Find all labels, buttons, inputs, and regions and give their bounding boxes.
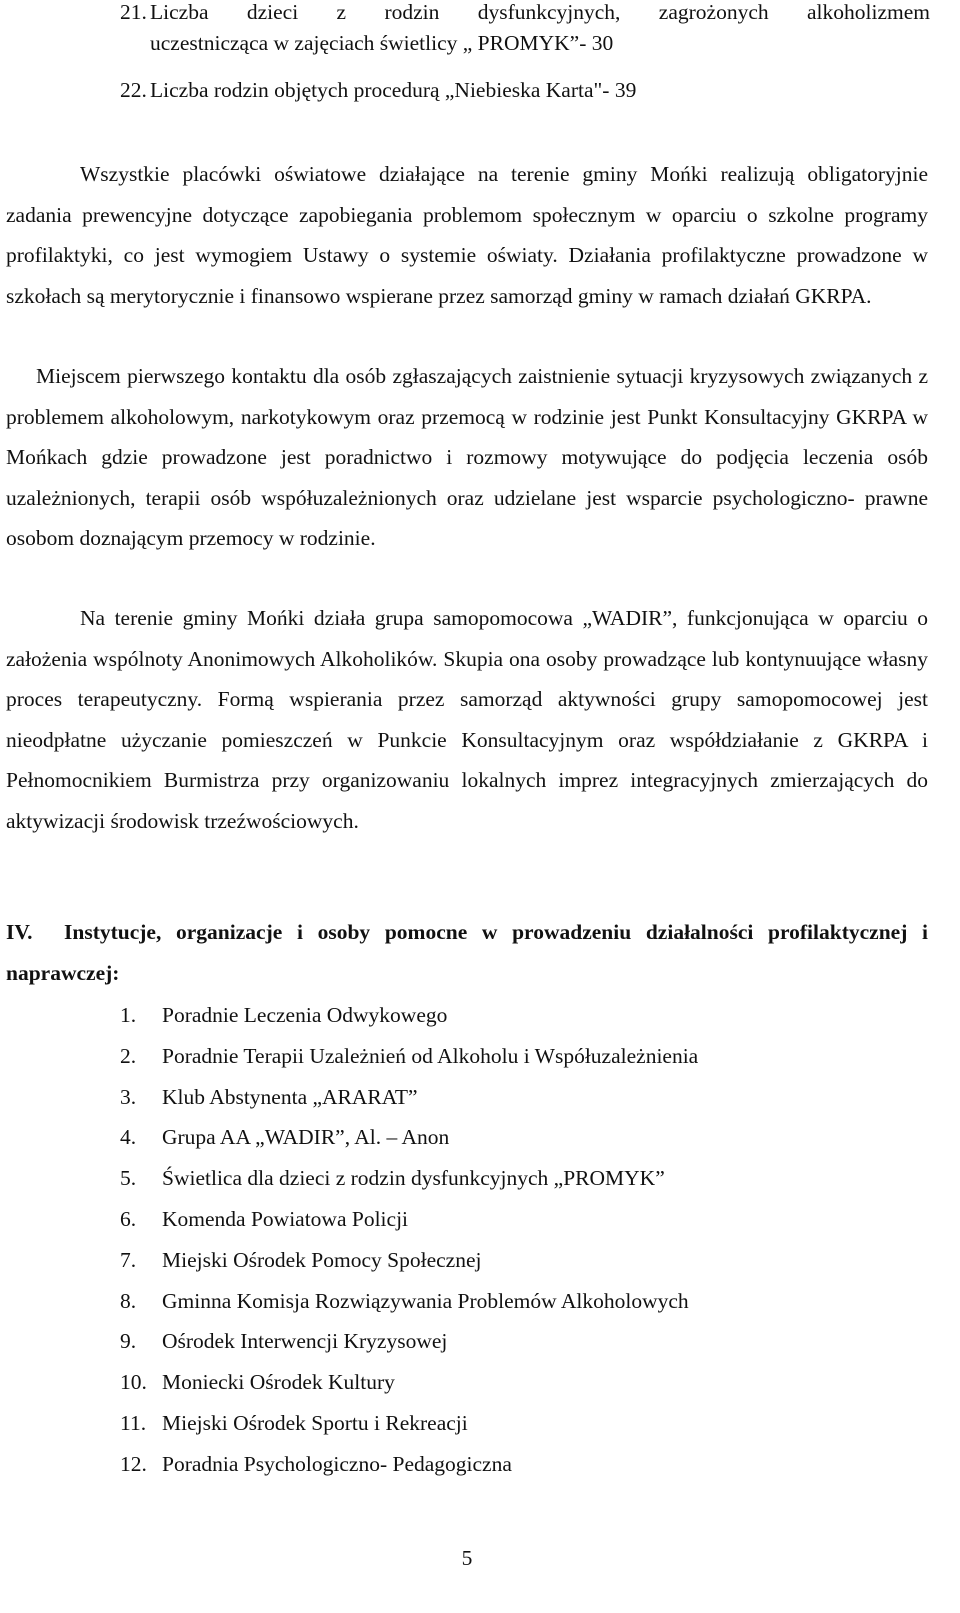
list-item-text: Klub Abstynenta „ARARAT” [162,1084,418,1109]
list-item-number: 12. [120,1451,147,1476]
item-number: 21. [120,0,147,24]
section-heading [6,912,928,994]
list-item-number: 5. [120,1166,137,1191]
list-item [120,995,880,1036]
list-item-text: Grupa AA „WADIR”, Al. – Anon [162,1125,450,1150]
list-item-text: Świetlica dla dzieci z rodzin dysfunkcyjnych „PROMYK” [162,1166,665,1191]
list-item-text: Moniecki Ośrodek Kultury [162,1370,395,1395]
list-item [120,1281,880,1322]
list-item-text: Poradnie Leczenia Odwykowego [162,1003,448,1027]
list-item-number: 2. [120,1043,137,1068]
list-item-number: 10. [120,1370,147,1395]
list-item [120,1158,880,1199]
list-item-number: 7. [120,1247,137,1272]
list-item-number: 11. [120,1410,147,1435]
paragraph-self-help-group: Na terenie gminy Mońki działa grupa samopomocowa „WADIR”, funkcjonująca w oparciu o założenia wspólnoty Anonimowych Alkoholików. Skupia ona osoby prowadzące lub kontynuujące własny proces terapeutyczny. Formą wspierania przez samorząd aktywności grupy samopomocowej jest nieodpłatne użyczanie pomieszczeń w Punkcie Konsultacyjnym oraz współdziałanie z GKRPA i Pełnomocnikiem Burmistrza przy organizowaniu lokalnych imprez integracyjnych zmierzających do aktywizacji środowisk trzeźwościowych. [6,606,928,833]
item-text-line: uczestnicząca w zajęciach świetlicy „ PROMYK”- 30 [150,31,614,55]
list-item-text: Poradnia Psychologiczno- Pedagogiczna [162,1451,512,1476]
list-item-text: Miejski Ośrodek Sportu i Rekreacji [162,1410,468,1435]
list-item [120,1240,880,1281]
list-item-number: 6. [120,1206,137,1231]
list-item-number: 8. [120,1288,137,1313]
list-item-text: Komenda Powiatowa Policji [162,1206,409,1231]
list-item [120,1403,880,1444]
list-item [120,1036,880,1077]
institutions-list [120,995,880,1485]
paragraph-consultation-point: Miejscem pierwszego kontaktu dla osób zgłaszających zaistnienie sytuacji kryzysowych związanych z problemem alkoholowym, narkotykowym oraz przemocą w rodzinie jest Punkt Konsultacyjny GKRPA w Mońkach gdzie prowadzone jest poradnictwo i rozmowy motywujące do podjęcia leczenia osób uzależnionych, terapii osób współuzależnionych oraz udzielane jest wsparcie psychologiczno- prawne osobom doznającym przemocy w rodzinie. [6,364,928,550]
list-item-number: 9. [120,1329,137,1354]
paragraph-school-prevention: Wszystkie placówki oświatowe działające na terenie gminy Mońki realizują obligatoryjnie zadania prewencyjne dotyczące zapobiegania problemom społecznym w oparciu o szkolne programy profilaktyki, co jest wymogiem Ustawy o systemie oświaty. Działania profilaktyczne prowadzone w szkołach są merytorycznie i finansowo wspierane przez samorząd gminy w ramach działań GKRPA. [6,162,928,308]
list-item-number: 4. [120,1125,137,1150]
item-text-line: Liczba dzieci z rodzin dysfunkcyjnych, zagrożonych alkoholizmem [150,0,930,24]
item-text-line: Liczba rodzin objętych procedurą „Niebieska Karta"- 39 [150,78,637,102]
list-item-number: 3. [120,1084,137,1109]
list-item [120,1444,880,1485]
list-item [120,1077,880,1118]
list-item [120,1321,880,1362]
list-item [120,1199,880,1240]
item-number: 22. [120,78,147,102]
list-item-text: Poradnie Terapii Uzależnień od Alkoholu i Współuzależnienia [162,1043,699,1068]
list-item-number: 1. [120,1003,137,1027]
list-item-text: Miejski Ośrodek Pomocy Społecznej [162,1247,482,1272]
list-item [120,1362,880,1403]
section-title: Instytucje, organizacje i osoby pomocne w prowadzeniu działalności profilaktycznej i naprawczej: [6,920,928,985]
section-number: IV. [6,920,33,944]
list-item-text: Ośrodek Interwencji Kryzysowej [162,1329,448,1354]
page-number: 5 [461,1546,473,1570]
list-item-text: Gminna Komisja Rozwiązywania Problemów Alkoholowych [162,1288,689,1313]
list-item [120,1117,880,1158]
